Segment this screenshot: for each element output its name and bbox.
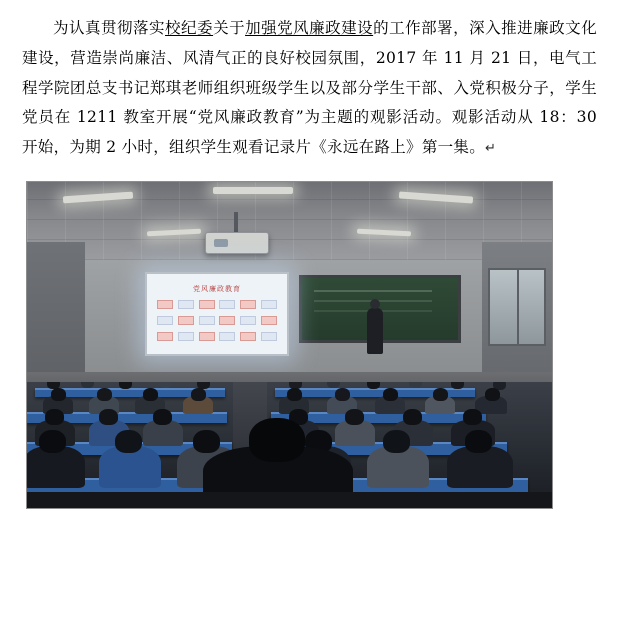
student-head [99,409,118,425]
student-head [159,382,172,388]
paragraph-run-3: 关于 [213,19,246,37]
student-head [191,388,206,401]
projection-screen [145,272,289,356]
chalk-marks [314,290,432,292]
student-head [153,409,172,425]
audience-area [27,382,552,508]
teacher-figure [367,308,383,354]
paragraph-run-2-underlined: 校纪委 [165,19,214,37]
paragraph-run-4-underlined: 加强党风廉政建设 [245,19,374,37]
student-head [327,382,340,388]
student-head [463,409,482,425]
foreground-student-head [249,418,305,462]
ceiling-light-icon [213,187,293,194]
student-head [97,388,112,401]
student-head [115,430,142,453]
article-paragraph [22,14,597,163]
student-head [465,430,492,453]
projection-title: 党风廉政教育 [193,284,241,293]
document-body [0,0,619,163]
paragraph-run-1: 为认真贯彻落实 [53,19,166,37]
projection-content [157,300,277,348]
student-head [345,409,364,425]
student-head [287,388,302,401]
student-head [193,430,220,453]
student-head [367,382,380,389]
student-head [81,382,94,388]
paragraph-run-5: 的工作部署，深入推进廉政文化建设，营造崇尚廉洁、风清气正的良好校园氛围，2017 年 11 月 21 日，电气工程学院团总支书记郑琪老师组织班级学生以及部分学生干部、入党积极分子，学生党员在 1211 教室开展“党风廉政教育”为主题的观影活动。观影活动从 18：30 开始，为期 2 小时，组织学生观看记录片《永远在路上》第一集。 [22,19,597,156]
front-wall [27,260,552,372]
photo-foreground [27,492,552,508]
student-head [335,388,350,401]
student-head [403,409,422,425]
student-head [45,409,64,425]
student-head [409,382,422,388]
student-head [383,430,410,453]
student-head [39,430,66,453]
left-wall [27,242,85,392]
classroom-photo [26,181,553,509]
figure-container [0,181,619,509]
student-head [143,388,158,401]
student-head [51,388,66,401]
window [488,268,546,346]
student-head [485,388,500,401]
student-head [433,388,448,401]
student-head [383,388,398,401]
paragraph-mark: ↵ [485,141,497,156]
projector-icon [205,232,269,254]
student-head [119,382,132,389]
student-head [451,382,464,389]
projector-mount [234,212,238,234]
